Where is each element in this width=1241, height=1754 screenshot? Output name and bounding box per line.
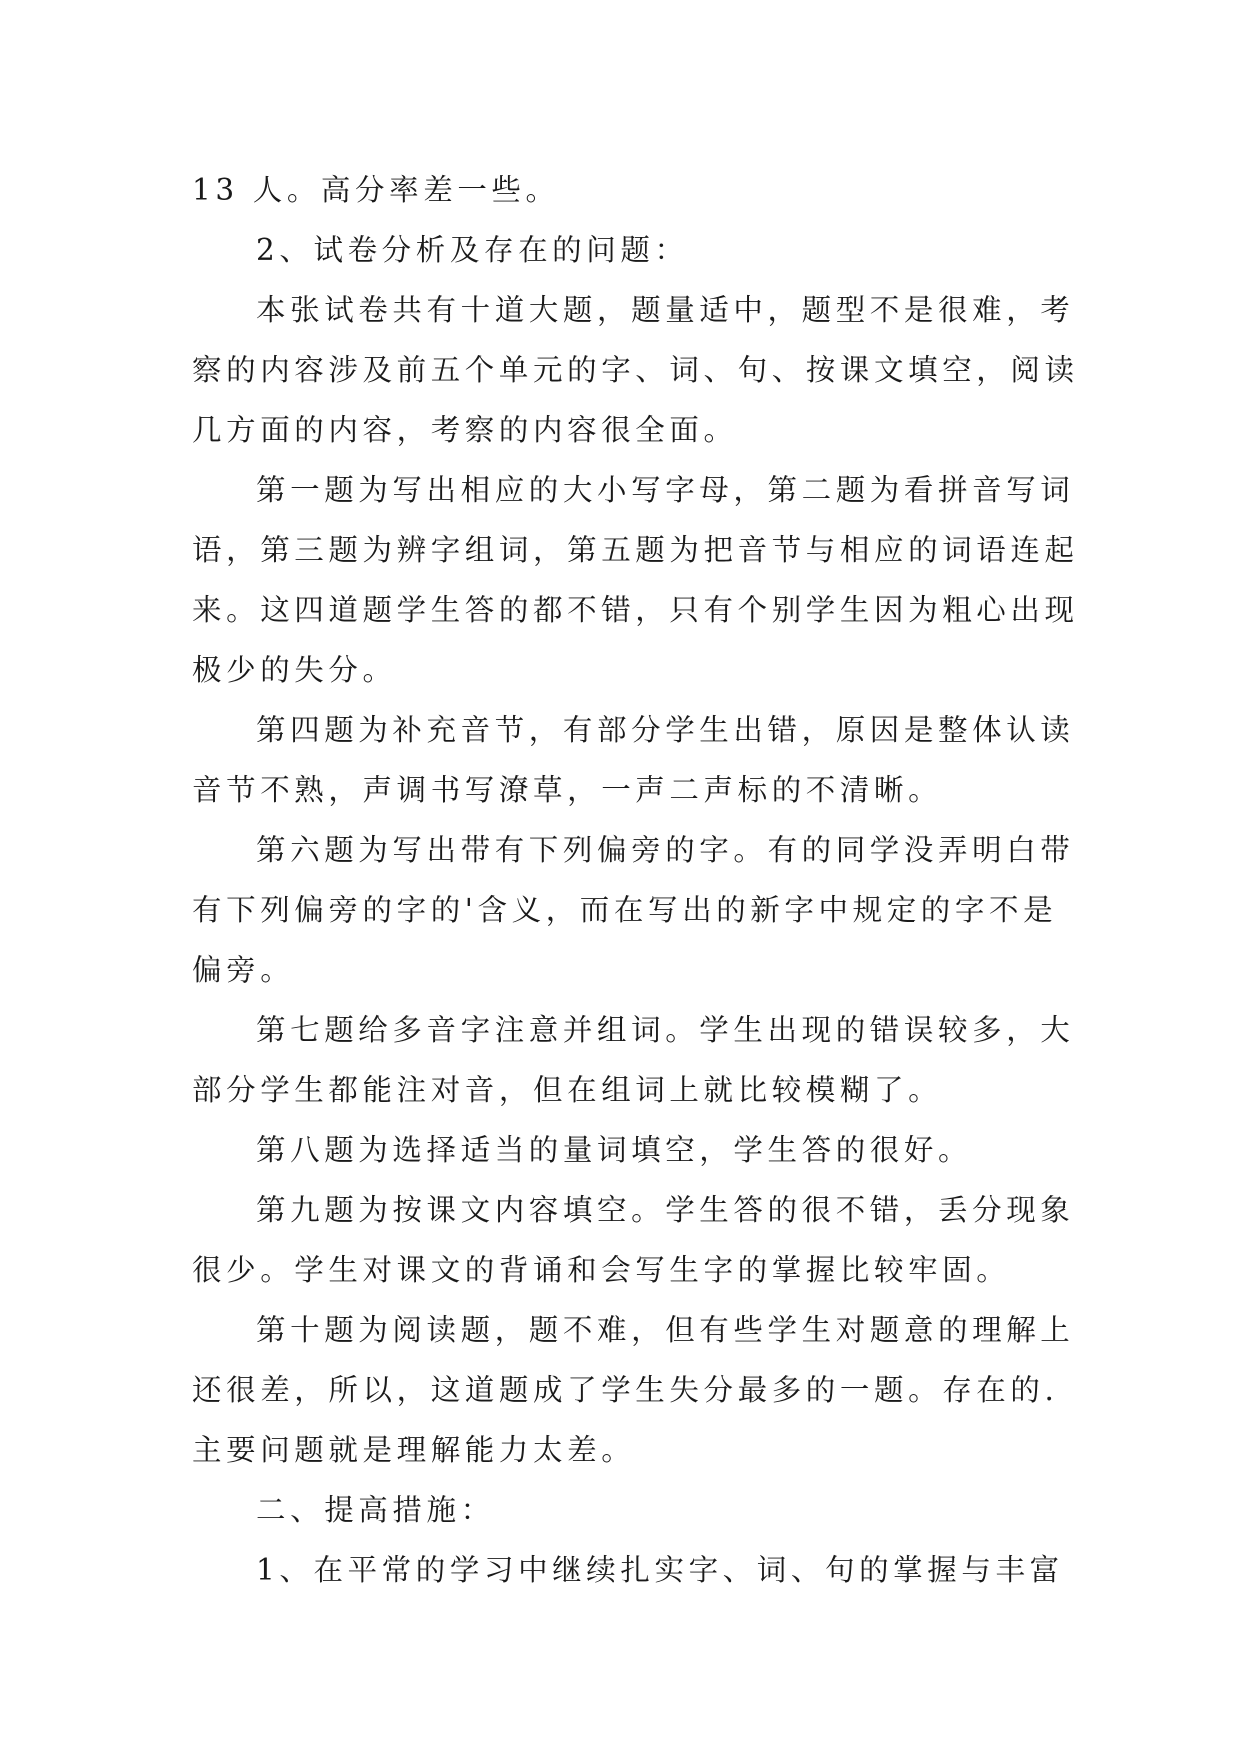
paragraph-line: 第八题为选择适当的量词填空，学生答的很好。 (256, 1133, 973, 1167)
document-page (192, 160, 1079, 1600)
paragraph-line: 第一题为写出相应的大小写字母，第二题为看拼音写词 (256, 473, 1075, 507)
paragraph-line: 主要问题就是理解能力太差。 (192, 1433, 636, 1467)
paragraph-line: 第九题为按课文内容填空。学生答的很不错，丢分现象 (256, 1193, 1075, 1227)
paragraph-line: 音节不熟，声调书写潦草，一声二声标的不清晰。 (192, 773, 943, 807)
paragraph-line: 语，第三题为辨字组词，第五题为把音节与相应的词语连起 (192, 533, 1079, 567)
paragraph-line: 几方面的内容，考察的内容很全面。 (192, 413, 738, 447)
paragraph-line: 察的内容涉及前五个单元的字、词、句、按课文填空，阅读 (192, 353, 1079, 387)
paragraph-line: 1、在平常的学习中继续扎实字、词、句的掌握与丰富 (256, 1553, 1064, 1587)
paragraph-line: 有下列偏旁的字的'含义，而在写出的新字中规定的字不是 (192, 893, 1058, 927)
paragraph-line: 很少。学生对课文的背诵和会写生字的掌握比较牢固。 (192, 1253, 1011, 1287)
section-heading: 2、试卷分析及存在的问题： (256, 233, 689, 267)
paragraph-line: 本张试卷共有十道大题，题量适中，题型不是很难，考 (256, 293, 1075, 327)
paragraph-line: 部分学生都能注对音，但在组词上就比较模糊了。 (192, 1073, 943, 1107)
paragraph-line: 第六题为写出带有下列偏旁的字。有的同学没弄明白带 (256, 833, 1075, 867)
paragraph-line: 第四题为补充音节，有部分学生出错，原因是整体认读 (256, 713, 1075, 747)
paragraph-line: 偏旁。 (192, 953, 295, 987)
paragraph-line: 第七题给多音字注意并组词。学生出现的错误较多，大 (256, 1013, 1075, 1047)
paragraph-line: 第十题为阅读题，题不难，但有些学生对题意的理解上 (256, 1313, 1075, 1347)
paragraph-line: 还很差，所以，这道题成了学生失分最多的一题。存在的. (192, 1373, 1059, 1407)
text-line: 13 人。高分率差一些。 (192, 173, 560, 207)
paragraph-line: 来。这四道题学生答的都不错，只有个别学生因为粗心出现 (192, 593, 1079, 627)
section-heading: 二、提高措施： (256, 1493, 495, 1527)
paragraph-line: 极少的失分。 (192, 653, 397, 687)
